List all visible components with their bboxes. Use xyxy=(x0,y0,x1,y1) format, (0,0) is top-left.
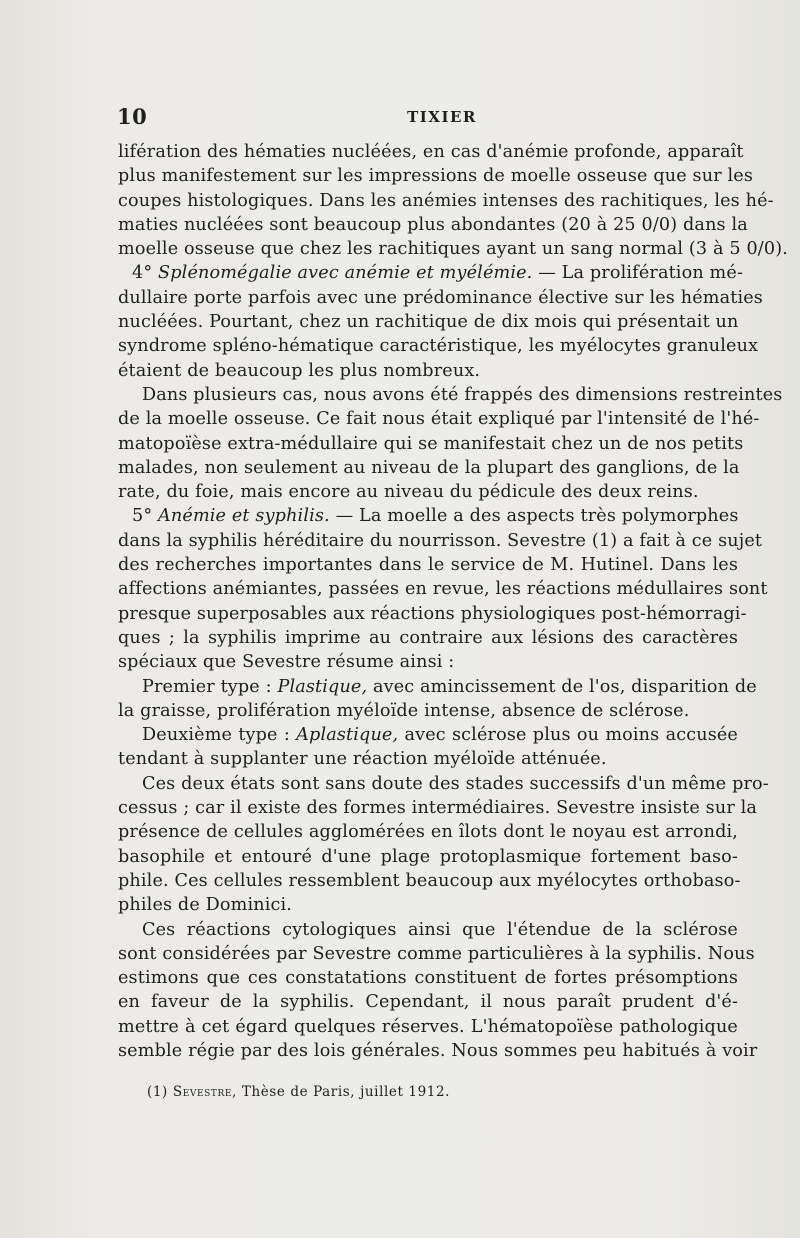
section-title: Splénomégalie avec anémie et myélémie. xyxy=(158,263,533,284)
text-line: ques ; la syphilis imprime au contraire aux lésions des caractères xyxy=(118,627,738,648)
running-head: TIXIER xyxy=(407,108,477,126)
text-line: affections anémiantes, passées en revue, les réactions médullaires sont xyxy=(118,579,768,600)
text-line: cessus ; car il existe des formes intermédiaires. Sevestre insiste sur la xyxy=(118,798,758,819)
section-title: Anémie et syphilis. xyxy=(158,506,330,527)
section-4-heading-line xyxy=(118,261,744,285)
footnote-marker: (1) xyxy=(147,1084,168,1100)
text-line: mettre à cet égard quelques réserves. L'hématopoïèse pathologique xyxy=(118,1016,738,1037)
type-text: avec sclérose plus ou moins accusée xyxy=(404,725,738,746)
text-line: semble régie par des lois générales. Nous sommes peu habitués à voir xyxy=(118,1040,758,1061)
text-line: estimons que ces constatations constituent de fortes présomptions xyxy=(118,968,738,989)
text-line: dans la syphilis héréditaire du nourrisson. Sevestre (1) a fait à ce sujet xyxy=(118,530,763,551)
text-line: tendant à supplanter une réaction myéloïde atténuée. xyxy=(118,749,607,770)
section-number: 4° xyxy=(132,263,153,284)
type-title: Aplastique, xyxy=(296,725,399,746)
footnote-author: Sevestre, xyxy=(172,1084,237,1100)
text-line: syndrome spléno-hématique caractéristique, les myélocytes granuleux xyxy=(118,336,759,357)
section-text: — La moelle a des aspects très polymorphes xyxy=(335,506,739,527)
body-text xyxy=(118,140,788,1063)
text-line: moelle osseuse que chez les rachitiques ayant un sang normal (3 à 5 0/0). xyxy=(118,239,788,260)
footnote xyxy=(147,1084,450,1100)
text-line: matopoïèse extra-médullaire qui se manifestait chez un de nos petits xyxy=(118,433,744,454)
type-2-line xyxy=(118,723,738,747)
text-line: sont considérées par Sevestre comme particulières à la syphilis. Nous xyxy=(118,943,755,964)
page-header xyxy=(117,104,737,132)
section-number: 5° xyxy=(132,506,153,527)
type-text: avec amincissement de l'os, disparition de xyxy=(372,676,757,697)
type-label: Premier type : xyxy=(142,676,272,697)
text-line: des recherches importantes dans le service de M. Hutinel. Dans les xyxy=(118,555,738,576)
text-line: de la moelle osseuse. Ce fait nous était expliqué par l'intensité de l'hé- xyxy=(118,409,760,430)
text-line: Ces deux états sont sans doute des stades successifs d'un même pro- xyxy=(142,773,769,794)
text-line: en faveur de la syphilis. Cependant, il nous paraît prudent d'é- xyxy=(118,992,738,1013)
text-line: Ces réactions cytologiques ainsi que l'étendue de la sclérose xyxy=(142,919,738,940)
type-label: Deuxième type : xyxy=(142,725,290,746)
text-line: maties nucléées sont beaucoup plus abondantes (20 à 25 0/0) dans la xyxy=(118,214,748,235)
text-line: malades, non seulement au niveau de la plupart des ganglions, de la xyxy=(118,457,740,478)
page-number: 10 xyxy=(117,104,148,129)
text-line: presque superposables aux réactions physiologiques post-hémorragi- xyxy=(118,603,747,624)
text-line: plus manifestement sur les impressions de moelle osseuse que sur les xyxy=(118,166,754,187)
section-text: — La prolifération mé- xyxy=(538,263,744,284)
text-line: spéciaux que Sevestre résume ainsi : xyxy=(118,652,455,673)
footnote-text: Thèse de Paris, juillet 1912. xyxy=(241,1084,451,1100)
text-line: étaient de beaucoup les plus nombreux. xyxy=(118,360,481,381)
text-line: Dans plusieurs cas, nous avons été frappés des dimensions restreintes xyxy=(142,384,783,405)
text-line: lifération des hématies nucléées, en cas d'anémie profonde, apparaît xyxy=(118,142,744,162)
text-line: philes de Dominici. xyxy=(118,895,293,916)
text-line: rate, du foie, mais encore au niveau du pédicule des deux reins. xyxy=(118,482,699,503)
type-1-line xyxy=(118,675,757,699)
text-line: la graisse, prolifération myéloïde intense, absence de sclérose. xyxy=(118,700,690,721)
text-line: basophile et entouré d'une plage protoplasmique fortement baso- xyxy=(118,846,738,867)
text-line: phile. Ces cellules ressemblent beaucoup aux myélocytes orthobaso- xyxy=(118,870,741,891)
text-line: coupes histologiques. Dans les anémies intenses des rachitiques, les hé- xyxy=(118,190,774,211)
text-line: présence de cellules agglomérées en îlots dont le noyau est arrondi, xyxy=(118,822,738,843)
section-5-heading-line xyxy=(118,504,738,528)
type-title: Plastique, xyxy=(277,676,368,697)
text-line: nucléées. Pourtant, chez un rachitique de dix mois qui présentait un xyxy=(118,312,739,333)
text-line: dullaire porte parfois avec une prédominance élective sur les hématies xyxy=(118,287,763,308)
